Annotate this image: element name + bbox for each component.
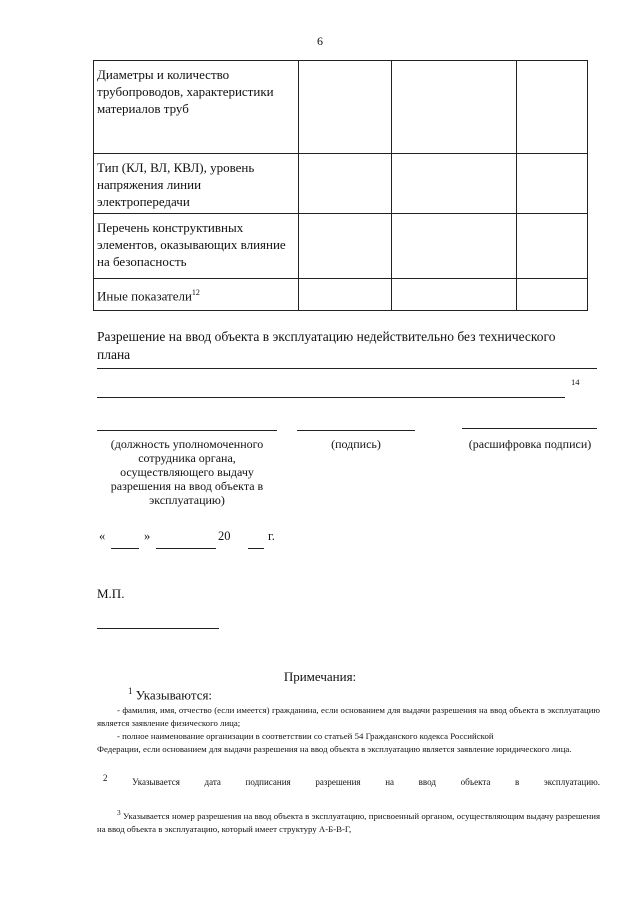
table-cell: [392, 154, 517, 214]
validity-statement: Разрешение на ввод объекта в эксплуатацию недействительно без технического плана: [97, 329, 556, 362]
parameters-table: [93, 60, 588, 311]
note-1-item-a: - фамилия, имя, отчество (если имеется) гражданина, если основанием для выдачи разрешения на ввод объекта в эксплуатацию является заявление физического лица;: [97, 705, 600, 728]
signature-line: [297, 430, 415, 431]
table-cell: [517, 154, 588, 214]
footnote-mark: 14: [571, 377, 580, 387]
notes-title: Примечания:: [283, 669, 357, 684]
table-cell: [299, 61, 392, 154]
position-line: [97, 430, 277, 431]
table-cell: [392, 214, 517, 279]
signature-caption: (подпись): [331, 437, 381, 451]
name-line: [462, 428, 597, 429]
date-open-quote: «: [99, 529, 106, 543]
year-line: [248, 548, 264, 549]
row-label: Тип (КЛ, ВЛ, КВЛ), уровень напряжения линии электропередачи: [94, 154, 299, 214]
name-caption: (расшифровка подписи): [468, 437, 592, 451]
table-row: [94, 61, 588, 154]
note-1-heading: $^1$ Указываются:: [128, 686, 213, 703]
table-cell: [517, 214, 588, 279]
date-close-quote: »: [144, 529, 151, 543]
fill-line: [97, 397, 565, 398]
note-2-text: Указывается дата подписания разрешения на ввод объекта в эксплуатацию.: [132, 777, 601, 787]
year-suffix: г.: [268, 529, 275, 543]
day-line: [111, 548, 139, 549]
table-cell: [299, 154, 392, 214]
table-row: [94, 154, 588, 214]
table-row: [94, 279, 588, 311]
month-line: [156, 548, 216, 549]
row-label: Перечень конструктивных элементов, оказывающих влияние на безопасность: [94, 214, 299, 279]
row-label: Иные показатели$^{12}$: [94, 279, 299, 311]
note-1-item-b-line2: Федерации, если основанием для выдачи разрешения на ввод объекта в эксплуатацию является заявление юридического лица.: [97, 744, 572, 754]
note-1-item-b-line1: - полное наименование организации в соответствии со статьей 54 Гражданского кодекса Российской: [117, 731, 494, 741]
stamp-place: М.П.: [97, 586, 125, 601]
table-cell: [299, 214, 392, 279]
note-3: $^3$ Указывается номер разрешения на ввод объекта в эксплуатацию, присвоенный органом, осуществляющим выдачу разрешения на ввод объекта в эксплуатацию, который имеет структуру А-Б-В-Г,: [97, 808, 601, 834]
table-row: [94, 214, 588, 279]
note-3-text: Указывается номер разрешения на ввод объекта в эксплуатацию, присвоенный органом, осуществляющим выдачу разрешения на ввод объекта в эксплуатацию, который имеет структуру А-Б-В-Г,: [97, 810, 601, 834]
table-cell: [517, 61, 588, 154]
page-number: 6: [317, 34, 323, 48]
table-cell: [392, 61, 517, 154]
note-2: $^2$ Указывается дата подписания разрешения на ввод объекта в эксплуатацию.: [103, 773, 601, 787]
fill-line: [97, 368, 597, 369]
footnote-mark: 12: [191, 288, 200, 297]
year-prefix: 20: [218, 529, 231, 543]
table-cell: [392, 279, 517, 311]
position-caption: (должность уполномоченного сотрудника органа, осуществляющего выдачу разрешения на ввод объекта в эксплуатацию): [110, 437, 264, 507]
stamp-line: [97, 628, 219, 629]
row-label: Диаметры и количество трубопроводов, характеристики материалов труб: [94, 61, 299, 154]
table-cell: [299, 279, 392, 311]
table-cell: [517, 279, 588, 311]
